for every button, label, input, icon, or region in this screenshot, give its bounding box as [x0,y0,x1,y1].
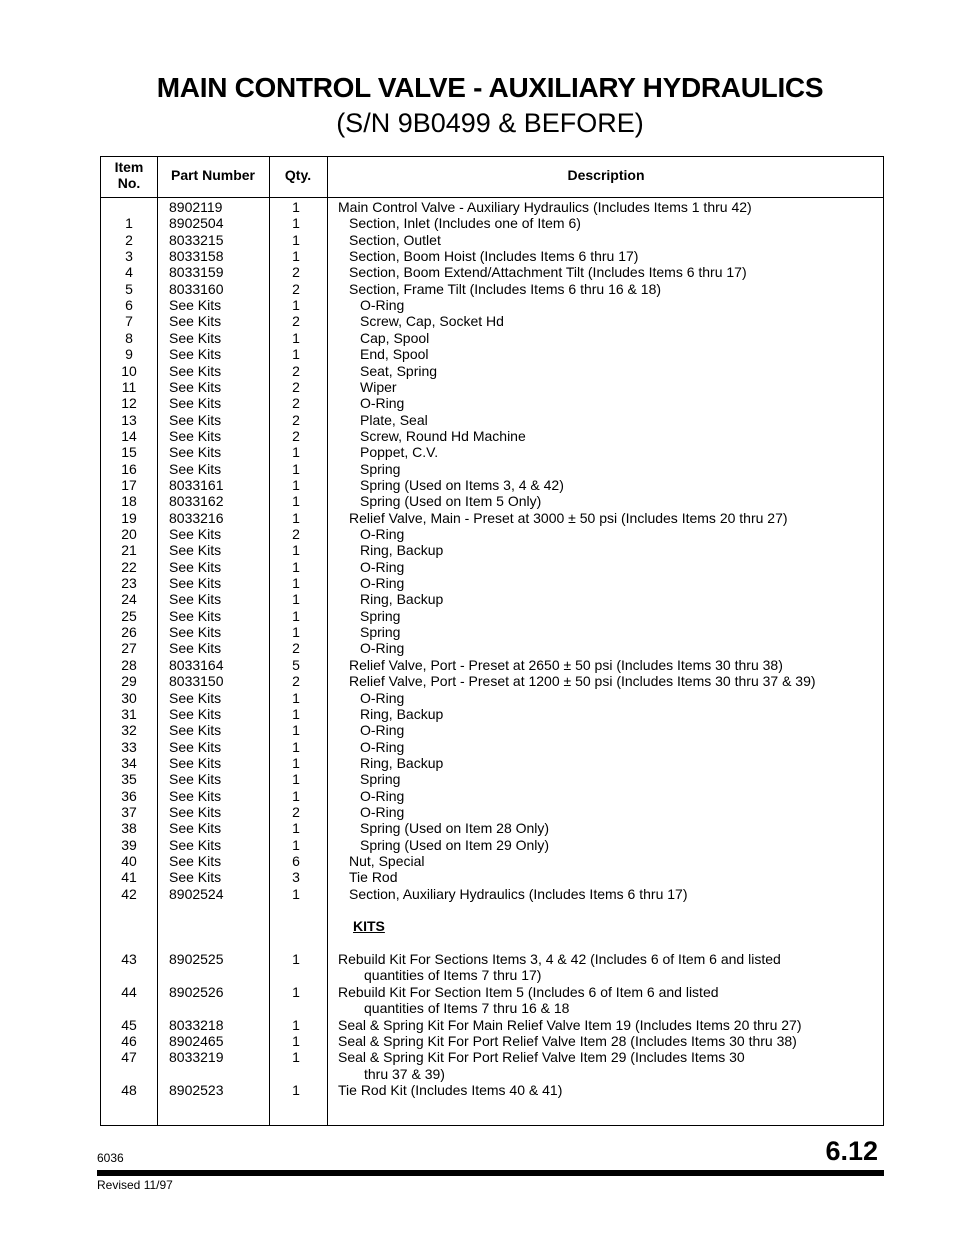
parts-table [100,156,884,1126]
table-row [101,297,883,313]
quantity: 2 [292,395,300,412]
table-row [101,542,883,558]
item-number: 37 [121,803,137,820]
table-row [101,853,883,869]
item-number: 32 [121,722,137,739]
table-row [101,690,883,706]
description: Cap, Spool [360,329,430,346]
description: Seal & Spring Kit For Main Relief Valve Item 19 (Includes Items 20 thru 27) [338,1016,802,1033]
header-item-line1: Item [114,159,144,175]
description: O-Ring [360,738,405,755]
description: Ring, Backup [360,542,444,559]
quantity: 1 [292,591,300,608]
part-number: See Kits [169,853,222,869]
part-number: See Kits [169,607,222,624]
quantity: 1 [292,444,300,461]
item-number: 26 [121,624,137,641]
part-number: See Kits [169,754,222,771]
description: Rebuild Kit For Sections Items 3, 4 & 42 (Includes 6 of Item 6 and listed [338,951,781,968]
table-row [101,640,883,656]
part-number: 8033158 [169,248,224,265]
quantity: 1 [292,346,300,363]
quantity: 1 [292,297,300,314]
quantity: 1 [292,199,300,215]
description: Spring (Used on Items 3, 4 & 42) [360,476,564,493]
item-number: 27 [121,640,137,657]
part-number: See Kits [169,575,222,592]
description: End, Spool [360,346,429,363]
item-number: 36 [121,787,137,804]
table-row [101,395,883,411]
part-number: See Kits [169,738,222,755]
part-number: See Kits [169,705,222,722]
table-row [101,706,883,722]
part-number: 8033219 [169,1049,224,1066]
header-item [101,159,157,191]
description: Nut, Special [349,853,425,869]
quantity: 1 [292,820,300,837]
kit-row-continuation [101,1066,883,1082]
item-number: 34 [121,754,137,771]
item-number: 5 [125,280,133,297]
part-number: 8902524 [169,885,224,902]
part-number: 8902504 [169,215,224,232]
part-number: 8033215 [169,231,224,248]
item-number: 7 [125,313,133,330]
quantity: 1 [292,509,300,526]
part-number: See Kits [169,444,222,461]
part-number: See Kits [169,346,222,363]
description: Seat, Spring [360,362,438,379]
part-number: See Kits [169,362,222,379]
item-number: 41 [121,869,137,886]
table-row [101,444,883,460]
header-divider [101,197,883,198]
item-number: 9 [125,346,133,363]
description: Screw, Round Hd Machine [360,427,526,444]
description: Section, Auxiliary Hydraulics (Includes Items 6 thru 17) [349,885,688,902]
table-row [101,575,883,591]
description-continuation: thru 37 & 39) [364,1065,445,1082]
description: Spring [360,460,401,477]
item-number: 30 [121,689,137,706]
item-number: 25 [121,607,137,624]
part-number: 8902526 [169,983,224,1000]
table-row [101,771,883,787]
part-number: See Kits [169,526,222,542]
item-number: 11 [121,378,137,395]
quantity: 1 [292,951,300,968]
kit-row-continuation [101,967,883,983]
item-number: 48 [121,1081,137,1098]
table-row [101,461,883,477]
item-number: 47 [121,1049,137,1066]
table-row [101,346,883,362]
footer-rule [97,1170,884,1176]
quantity: 1 [292,542,300,559]
part-number: 8033162 [169,493,224,510]
description: Poppet, C.V. [360,444,439,461]
table-row [101,673,883,689]
kit-row [101,1017,883,1033]
part-number: See Kits [169,378,222,395]
quantity: 1 [292,607,300,624]
item-number: 38 [121,820,137,837]
kit-row [101,1033,883,1049]
quantity: 2 [292,526,300,542]
quantity: 6 [292,853,300,869]
part-number: 8902525 [169,951,224,968]
table-row [101,722,883,738]
quantity: 2 [292,264,300,281]
description: Screw, Cap, Socket Hd [360,313,504,330]
description: Spring [360,624,401,641]
description: Relief Valve, Main - Preset at 3000 ± 50 psi (Includes Items 20 thru 27) [349,509,788,526]
table-row [101,755,883,771]
kits-heading-row [101,918,883,934]
description: Spring (Used on Item 29 Only) [360,836,550,853]
kits-heading: KITS [353,918,385,935]
item-number: 23 [121,575,137,592]
quantity: 3 [292,869,300,886]
quantity: 1 [292,738,300,755]
description: Ring, Backup [360,754,444,771]
part-number: See Kits [169,542,222,559]
kit-row-continuation [101,1000,883,1016]
part-number: See Kits [169,395,222,412]
item-number: 29 [121,673,137,690]
item-number: 39 [121,836,137,853]
description: Spring [360,607,401,624]
table-row [101,313,883,329]
item-number: 43 [121,951,137,968]
part-number: 8033164 [169,656,224,673]
table-row [101,363,883,379]
table-row [101,248,883,264]
table-row [101,608,883,624]
part-number: 8033159 [169,264,224,281]
kit-row [101,951,883,967]
quantity: 1 [292,885,300,902]
quantity: 1 [292,215,300,232]
part-number: See Kits [169,624,222,641]
item-number: 21 [121,542,137,559]
document-code: 6036 [97,1151,124,1165]
item-number: 24 [121,591,137,608]
part-number: 8033150 [169,673,224,690]
description-continuation: quantities of Items 7 thru 17) [364,967,542,984]
item-number: 20 [121,526,137,542]
part-number: See Kits [169,329,222,346]
page-title: MAIN CONTROL VALVE - AUXILIARY HYDRAULICS [156,72,824,103]
item-number: 45 [121,1016,137,1033]
description: Seal & Spring Kit For Port Relief Valve Item 28 (Includes Items 30 thru 38) [338,1032,797,1049]
part-number: See Kits [169,591,222,608]
table-row [101,215,883,231]
item-number: 3 [125,248,133,265]
quantity: 1 [292,1081,300,1098]
description: Ring, Backup [360,591,444,608]
quantity: 2 [292,280,300,297]
description: Section, Boom Hoist (Includes Items 6 thru 17) [349,248,639,265]
quantity: 2 [292,362,300,379]
table-row [101,526,883,542]
part-number: See Kits [169,558,222,575]
quantity: 1 [292,476,300,493]
description: Relief Valve, Port - Preset at 1200 ± 50 psi (Includes Items 30 thru 37 & 39) [349,673,816,690]
table-row [101,837,883,853]
part-number: See Kits [169,820,222,837]
quantity: 1 [292,787,300,804]
item-number: 19 [121,509,137,526]
description: O-Ring [360,722,405,739]
quantity: 2 [292,803,300,820]
quantity: 1 [292,558,300,575]
item-number: 13 [121,411,137,428]
table-row [101,264,883,280]
part-number: See Kits [169,313,222,330]
part-number: 8033218 [169,1016,224,1033]
part-number: See Kits [169,787,222,804]
table-row [101,624,883,640]
quantity: 2 [292,313,300,330]
item-number: 28 [121,656,137,673]
part-number: See Kits [169,771,222,788]
item-number: 44 [121,983,137,1000]
description: Spring [360,771,401,788]
table-row [101,428,883,444]
table-row [101,281,883,297]
item-number: 22 [121,558,137,575]
item-number: 18 [121,493,137,510]
part-number: 8902523 [169,1081,224,1098]
item-number: 10 [121,362,137,379]
quantity: 2 [292,673,300,690]
description: O-Ring [360,395,405,412]
quantity: 1 [292,983,300,1000]
item-number: 12 [121,395,137,412]
table-row [101,493,883,509]
table-row [101,199,883,215]
item-number: 31 [121,705,137,722]
description: Tie Rod Kit (Includes Items 40 & 41) [338,1081,563,1098]
description: O-Ring [360,297,405,314]
table-row [101,559,883,575]
description: Section, Boom Extend/Attachment Tilt (Includes Items 6 thru 17) [349,264,747,281]
part-number: See Kits [169,836,222,853]
part-number: 8033161 [169,476,224,493]
part-number: 8902119 [169,199,223,215]
quantity: 2 [292,427,300,444]
quantity: 1 [292,836,300,853]
quantity: 1 [292,689,300,706]
quantity: 2 [292,378,300,395]
item-number: 2 [125,231,133,248]
part-number: 8033160 [169,280,224,297]
kit-row [101,1082,883,1098]
quantity: 1 [292,1032,300,1049]
item-number: 40 [121,853,137,869]
quantity: 1 [292,493,300,510]
description: O-Ring [360,689,405,706]
table-row [101,379,883,395]
table-row [101,412,883,428]
description: O-Ring [360,526,405,542]
part-number: See Kits [169,411,222,428]
item-number: 17 [121,476,137,493]
item-number: 14 [121,427,137,444]
quantity: 1 [292,231,300,248]
header-part-number: Part Number [170,167,256,183]
table-row [101,510,883,526]
quantity: 1 [292,771,300,788]
description: Section, Frame Tilt (Includes Items 6 thru 16 & 18) [349,280,662,297]
header-item-line2: No. [117,175,141,191]
part-number: See Kits [169,869,222,886]
quantity: 1 [292,575,300,592]
part-number: 8033216 [169,509,224,526]
description: O-Ring [360,803,405,820]
description: Section, Inlet (Includes one of Item 6) [349,215,581,232]
description: O-Ring [360,640,405,657]
description: O-Ring [360,787,405,804]
quantity: 1 [292,1049,300,1066]
item-number: 35 [121,771,137,788]
quantity: 5 [292,656,300,673]
item-number: 33 [121,738,137,755]
item-number: 15 [121,444,137,461]
description: Rebuild Kit For Section Item 5 (Includes 6 of Item 6 and listed [338,983,719,1000]
description: O-Ring [360,558,405,575]
quantity: 2 [292,411,300,428]
table-row [101,657,883,673]
table-row [101,788,883,804]
quantity: 1 [292,460,300,477]
item-number: 4 [125,264,133,281]
description-continuation: quantities of Items 7 thru 16 & 18 [364,1000,570,1017]
quantity: 1 [292,705,300,722]
page-subtitle: (S/N 9B0499 & BEFORE) [336,108,644,138]
part-number: See Kits [169,460,222,477]
quantity: 1 [292,624,300,641]
quantity: 1 [292,722,300,739]
description: Wiper [360,378,397,395]
description: Plate, Seal [360,411,428,428]
part-number: See Kits [169,803,222,820]
quantity: 1 [292,754,300,771]
item-number: 42 [121,885,137,902]
quantity: 1 [292,1016,300,1033]
description: Main Control Valve - Auxiliary Hydraulics (Includes Items 1 thru 42) [338,199,752,215]
part-number: See Kits [169,722,222,739]
item-number: 6 [125,297,133,314]
part-number: See Kits [169,297,222,314]
page-number: 6.12 [825,1136,878,1166]
table-row [101,232,883,248]
description: Ring, Backup [360,705,444,722]
part-number: See Kits [169,689,222,706]
table-row [101,477,883,493]
kit-row [101,984,883,1000]
item-number: 16 [121,460,137,477]
table-row [101,869,883,885]
header-qty: Qty. [284,167,312,183]
item-number: 8 [125,329,133,346]
table-row [101,591,883,607]
table-row [101,804,883,820]
header-description: Description [567,167,645,183]
table-row [101,820,883,836]
item-number: 46 [121,1032,137,1049]
quantity: 2 [292,640,300,657]
kit-row [101,1049,883,1065]
description: Section, Outlet [349,231,441,248]
description: Tie Rod [349,869,398,886]
revision-date: Revised 11/97 [97,1178,173,1192]
item-number: 1 [125,215,133,232]
description: Seal & Spring Kit For Port Relief Valve Item 29 (Includes Items 30 [338,1049,745,1066]
description: Spring (Used on Item 5 Only) [360,493,542,510]
table-row [101,330,883,346]
description: Relief Valve, Port - Preset at 2650 ± 50 psi (Includes Items 30 thru 38) [349,656,783,673]
table-row [101,739,883,755]
part-number: 8902465 [169,1032,224,1049]
description: Spring (Used on Item 28 Only) [360,820,550,837]
quantity: 1 [292,329,300,346]
table-row [101,886,883,902]
description: O-Ring [360,575,405,592]
quantity: 1 [292,248,300,265]
part-number: See Kits [169,640,222,657]
part-number: See Kits [169,427,222,444]
